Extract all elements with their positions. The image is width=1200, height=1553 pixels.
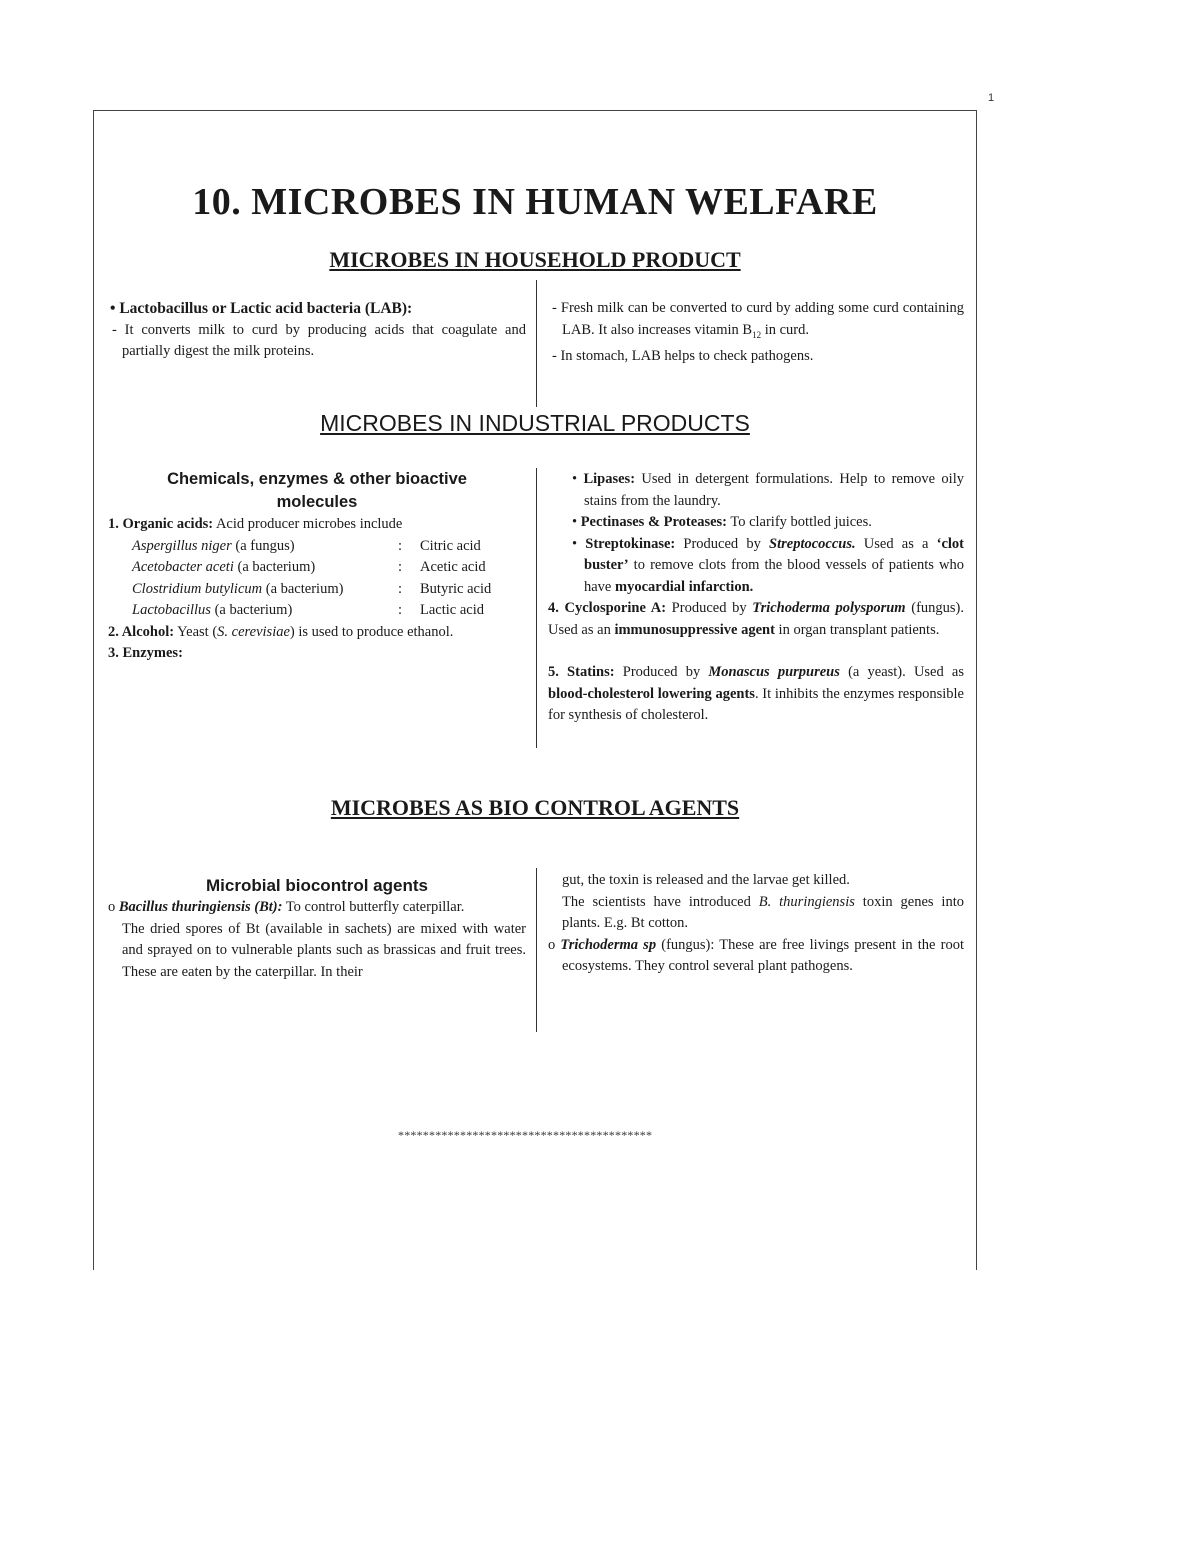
- industrial-subheading: Chemicals, enzymes & other bioactive molecules: [167, 470, 467, 511]
- household-right-column: [548, 298, 964, 367]
- bt-item: o Bacillus thuringiensis (Bt): To control butterfly caterpillar.: [108, 899, 465, 915]
- column-divider: [536, 280, 537, 407]
- biocontrol-left-column: [108, 874, 526, 983]
- organism-row: Clostridium butylicum (a bacterium) : Butyric acid: [132, 580, 492, 597]
- alcohol-item: 2. Alcohol: Yeast (S. cerevisiae) is used to produce ethanol.: [108, 623, 454, 640]
- biocontrol-subheading: Microbial biocontrol agents: [206, 876, 428, 895]
- organism-row: Acetobacter aceti (a bacterium) : Acetic acid: [132, 559, 486, 575]
- biocontrol-heading: MICROBES AS BIO CONTROL AGENTS: [330, 795, 740, 820]
- pectinases-item: • Pectinases & Proteases: To clarify bottled juices.: [572, 514, 872, 530]
- bt-genes-text: The scientists have introduced B. thuringiensis toxin genes into plants. E.g. Bt cotton.: [562, 893, 964, 931]
- lab-point-fresh-milk: - Fresh milk can be converted to curd by adding some curd containing LAB. It also increases vitamin $B_{12}$ in curd.: [552, 300, 964, 340]
- lab-point-curd: - It converts milk to curd by producing acids that coagulate and partially digest the milk proteins.: [112, 321, 526, 359]
- page-number: 1: [988, 92, 995, 104]
- industrial-left-column: [108, 468, 526, 665]
- industrial-heading: MICROBES IN INDUSTRIAL PRODUCTS: [320, 410, 750, 436]
- organic-acids-item: 1. Organic acids: Acid producer microbes include: [108, 516, 403, 532]
- bt-gut-text: gut, the toxin is released and the larvae get killed.: [562, 872, 850, 888]
- cyclosporine-item: 4. Cyclosporine A: Produced by Trichoderma polysporum (fungus). Used as an immunosuppressive agent in organ transplant patients.: [548, 600, 964, 638]
- lab-title: • Lactobacillus or Lactic acid bacteria (LAB):: [110, 300, 413, 317]
- lab-point-stomach: - In stomach, LAB helps to check pathogens.: [552, 347, 814, 364]
- bt-description: The dried spores of Bt (available in sachets) are mixed with water and sprayed on to vulnerable plants such as brassicas and fruit trees. These are eaten by the caterpillar. In their: [122, 920, 526, 980]
- organism-row: Lactobacillus (a bacterium) : Lactic acid: [132, 602, 484, 618]
- industrial-right-column: [548, 469, 964, 727]
- trichoderma-item: o Trichoderma sp (fungus): These are free livings present in the root ecosystems. They control several plant pathogens.: [548, 936, 964, 974]
- lipases-item: • Lipases: Used in detergent formulations. Help to remove oily stains from the laundry.: [572, 471, 964, 509]
- household-left-column: [108, 298, 526, 363]
- page-title: 10. MICROBES IN HUMAN WELFARE: [192, 181, 878, 223]
- biocontrol-right-column: [548, 870, 964, 978]
- statins-item: 5. Statins: Produced by Monascus purpureus (a yeast). Used as blood-cholesterol lowering agents. It inhibits the enzymes responsible for synthesis of cholesterol.: [548, 664, 964, 723]
- footer-separator: *****************************************: [398, 1128, 653, 1142]
- column-divider: [536, 468, 537, 748]
- organism-row: Aspergillus niger (a fungus) : Citric acid: [132, 537, 481, 554]
- streptokinase-item: • Streptokinase: Produced by Streptococcus. Used as a ‘clot buster’ to remove clots from the blood vessels of patients who have myocardial infarction.: [572, 535, 965, 595]
- household-heading: MICROBES IN HOUSEHOLD PRODUCT: [329, 247, 741, 272]
- enzymes-item: 3. Enzymes:: [108, 645, 183, 661]
- column-divider: [536, 868, 537, 1032]
